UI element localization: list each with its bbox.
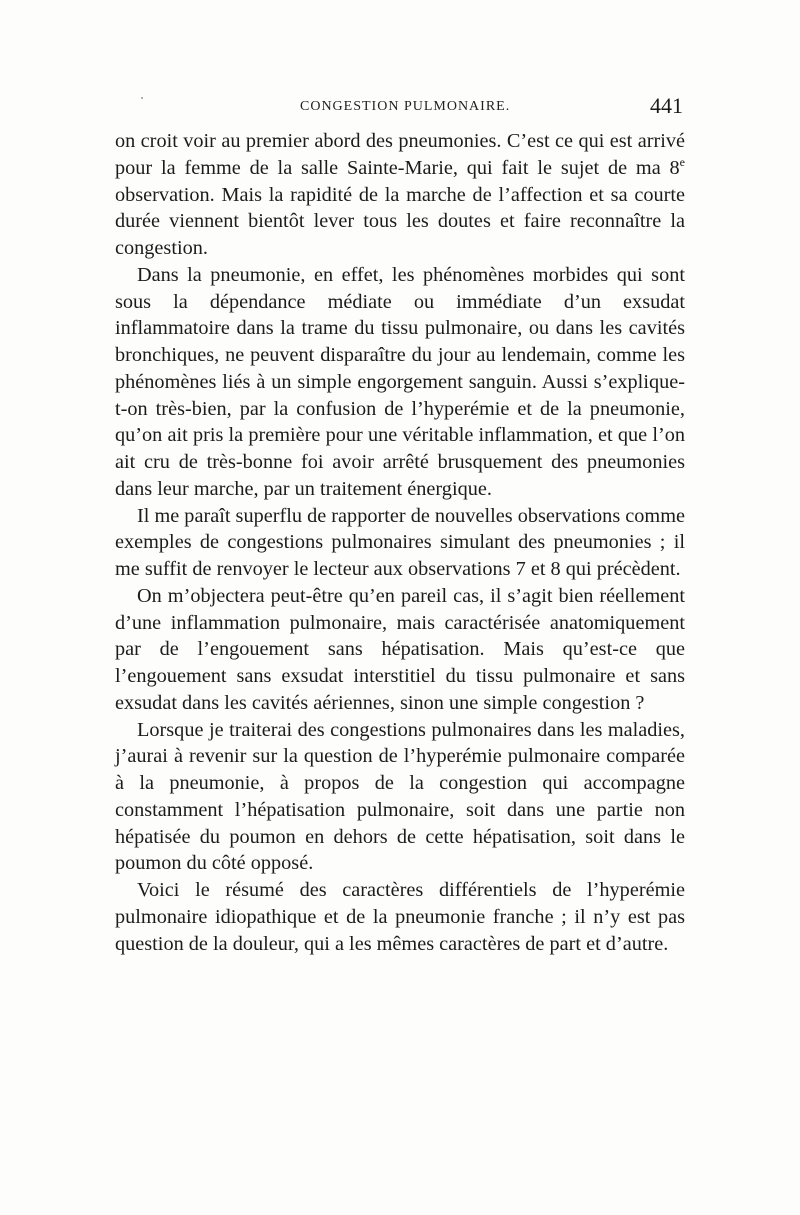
paragraph-3: Il me paraît superflu de rapporter de nouvelles observations comme exemples de congestions pulmonaires simulant des pneumonies ; il me suffit de renvoyer le lecteur aux observations 7 et 8 qui précèdent. xyxy=(115,504,685,580)
paragraph-2: Dans la pneumonie, en effet, les phénomènes morbides qui sont sous la dépendance médiate ou immédiate d’un exsudat inflammatoire dans la trame du tissu pulmonaire, ou dans les cavités bronchiques, ne peuvent disparaître du jour au lendemain, comme les phénomènes liés à un simple engorgement sanguin. Aussi s’explique-t-on très-bien, par la confusion de l’hyperémie et de la pneumonie, qu’on ait pris la première pour une véritable inflammation, et que l’on ait cru de très-bonne foi avoir arrêté brusquement des pneumonies dans leur marche, par un traitement énergique. xyxy=(115,263,685,500)
ordinal-superscript: e xyxy=(679,154,685,169)
page-speck xyxy=(141,97,143,99)
paragraph-1-text: on croit voir au premier abord des pneumonies. C’est ce qui est arrivé pour la femme de la salle Sainte-Marie, qui fait le sujet de ma 8 xyxy=(115,130,685,179)
paragraph-4: On m’objectera peut-être qu’en pareil cas, il s’agit bien réellement d’une inflammation pulmonaire, mais caractérisée anatomiquement par de l’engouement sans hépatisation. Mais qu’est-ce que l’engouement sans exsudat interstitiel du tissu pulmonaire et sans exsudat dans les cavités aériennes, sinon une simple congestion ? xyxy=(115,584,685,714)
paragraph-1-text-continued: observation. Mais la rapidité de la marche de l’affection et sa courte durée viennent bientôt lever tous les doutes et faire reconnaître la congestion. xyxy=(115,183,685,259)
page-header xyxy=(115,95,683,121)
paragraph-6: Voici le résumé des caractères différentiels de l’hyperémie pulmonaire idiopathique et de la pneumonie franche ; il n’y est pas question de la douleur, qui a les mêmes caractères de part et d’autre. xyxy=(115,879,685,955)
running-title: CONGESTION PULMONAIRE. xyxy=(300,99,511,114)
paragraph-1 xyxy=(115,128,685,262)
paragraph-5: Lorsque je traiterai des congestions pulmonaires dans les maladies, j’aurai à revenir sur la question de l’hyperémie pulmonaire comparée à la pneumonie, à propos de la congestion qui accompagne constamment l’hépatisation pulmonaire, soit dans une partie non hépatisée du poumon en dehors de cette hépatisation, soit dans le poumon du côté opposé. xyxy=(115,718,685,875)
page-number: 441 xyxy=(650,93,683,118)
body-text xyxy=(115,128,685,957)
